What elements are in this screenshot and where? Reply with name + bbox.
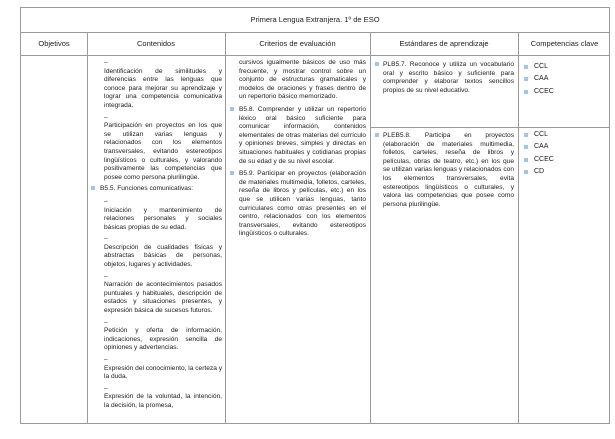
contenidos-item: – Expresión de la voluntad, la intención, la decisión, la promesa,: [104, 384, 222, 409]
col-divider-estandares: [518, 32, 519, 423]
estandar-cell-2: [375, 132, 514, 215]
contenidos-intro-item: – Identificación de similitudes y diferencias entre las lenguas que conoce para mejorar su aprendizaje y lograr una competencia comunicativa integrada.: [104, 59, 222, 109]
estandar-item: PLEB5.8. Participa en proyectos (elaboración de materiales multimedia, folletos, carteles, reseña de libros y películas, obras de teatro, etc.) en los que se utilizan varias lenguas y relacionados con los elementos transversales, evita estereotipos lingüísticos o culturales, y valora las competencias que posee como persona plurilingüe.: [375, 132, 514, 209]
header-contenidos: Contenidos: [137, 39, 175, 48]
header-criterios: Criterios de evaluación: [259, 39, 336, 48]
estandar-item: PLB5.7. Reconoce y utiliza un vocabulario oral y escrito básico y suficiente para comprender y elaborar textos sencillos propios de su nivel educativo.: [375, 61, 514, 95]
contenidos-intro-item: – Participación en proyectos en los que se utilizan varias lenguas y relacionados con los elementos transversales, evitando estereotipos lingüísticos o culturales, y valorando positivamente las competencias que posee como persona plurilingüe.: [104, 113, 222, 181]
contenidos-item: – Iniciación y mantenimiento de relaciones personales y sociales básicas propias de su edad.: [104, 197, 222, 231]
contenidos-section: B5.5. Funciones comunicativas:: [91, 185, 222, 194]
col-divider-objetivos: [87, 32, 88, 423]
col-divider-contenidos: [225, 32, 226, 423]
curriculum-table: [20, 7, 610, 424]
competencia-item: CCEC: [524, 86, 608, 98]
competencia-item: CCEC: [524, 154, 608, 166]
header-estandares: Estándares de aprendizaje: [399, 39, 489, 48]
bullet-square-icon: [230, 107, 234, 111]
header-competencias: Competencias clave: [530, 39, 599, 48]
criterios-cell: [230, 59, 366, 243]
contenidos-item: – Narración de acontecimientos pasados puntuales y habituales, descripción de estados y situaciones presentes, y expresión básica de sucesos futuros.: [104, 272, 222, 315]
competencias-cell-2: [524, 129, 608, 179]
criterio-continuation: cursivos igualmente básicos de uso más frecuente, y mostrar control sobre un conjunto de estructuras gramaticales y modelos de oraciones y frases dentro de un repertorio básico memorizado.: [239, 59, 366, 101]
bullet-square-icon: [375, 62, 379, 66]
title-row-divider: [21, 32, 609, 33]
contenidos-item: – Descripción de cualidades físicas y abstractas básicas de personas, objetos, lugares y actividades.: [104, 235, 222, 269]
table-title: Primera Lengua Extranjera. 1º de ESO: [250, 15, 380, 24]
competencia-item: CCL: [524, 61, 608, 73]
bullet-square-icon: [230, 171, 234, 175]
estandar-cell-1: [375, 61, 514, 101]
contenidos-item: – Expresión del conocimiento, la certeza y la duda.: [104, 356, 223, 381]
bullet-square-icon: [91, 186, 95, 190]
estandares-row-divider: [370, 127, 609, 128]
competencia-item: CAA: [524, 141, 608, 153]
header-objetivos: Objetivos: [38, 39, 70, 48]
competencias-cell-1: [524, 61, 608, 98]
contenidos-cell: [91, 59, 222, 414]
competencia-item: CCL: [524, 129, 608, 141]
competencia-item: CD: [524, 166, 608, 178]
competencia-item: CAA: [524, 73, 608, 85]
bullet-square-icon: [375, 133, 379, 137]
col-divider-criterios: [370, 32, 371, 423]
criterio-item: B5.8. Comprender y utilizar un repertorio léxico oral básico suficiente para comunicar información, contenidos elementales de otras materias del currículo y opiniones breves, simples y directas en situaciones habituales y cotidianas propias de su edad y de su nivel escolar.: [230, 106, 366, 166]
criterio-item: B5.9. Participar en proyectos (elaboración de materiales multimedia, folletos, carteles, reseña de libros y películas, etc.) en los que se utilicen varias lenguas, tanto curriculares como otras presentes en el centro, relacionados con los elementos transversales, evitando estereotipos lingüísticos o culturales.: [230, 170, 366, 239]
header-row-divider: [21, 55, 609, 56]
contenidos-item: – Petición y oferta de información, indicaciones, expresión sencilla de opiniones y advertencias.: [104, 318, 222, 352]
